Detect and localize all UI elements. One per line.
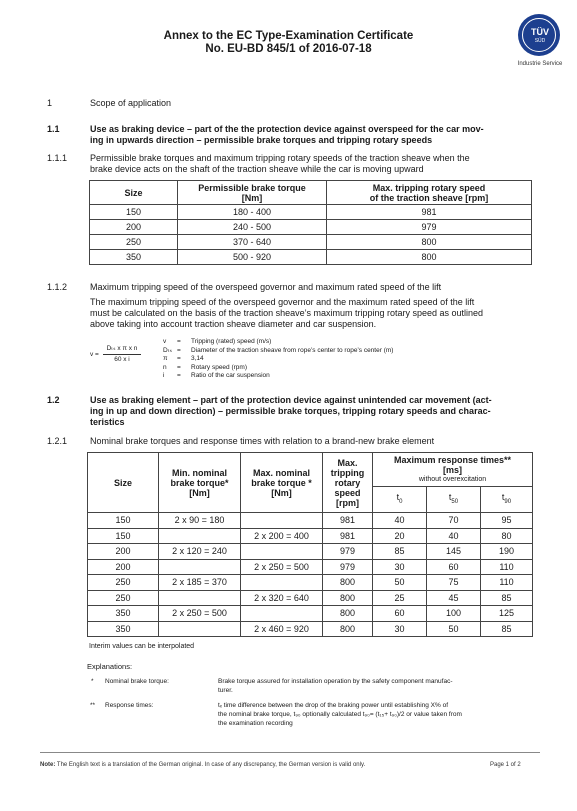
table-row: 350 2 x 460 = 920 800 30 50 85	[88, 621, 533, 637]
explanation-1-line2: turer.	[218, 687, 233, 694]
section-1-2-1-title: Nominal brake torques and response times with relation to a brand-new brake element	[90, 436, 435, 446]
col-header-t0: $t_0$	[373, 487, 427, 513]
table-row: 200 2 x 250 = 500 979 30 60 110	[88, 559, 533, 575]
response-time-table	[87, 452, 533, 637]
section-1-number: 1	[47, 98, 53, 108]
footer-note: Note: The English text is a translation of the German original. In case of any discrepancy, the German version is valid only.	[40, 762, 366, 768]
table-row: 150 2 x 200 = 400 981 20 40 80	[88, 528, 533, 544]
table-row: 200 240 - 500 979	[90, 220, 532, 235]
col-header-size: Size	[90, 181, 178, 205]
section-1-2-line1: Use as braking element – part of the protection device against unintended car movement (act-	[90, 395, 492, 405]
section-1-1-2-para-line1: The maximum tripping speed of the overspeed governor and the maximum rated speed of the lift	[90, 297, 475, 307]
section-1-title: Scope of application	[90, 98, 172, 108]
tuv-logo	[505, 14, 575, 74]
explanation-2-line3: the examination recording	[218, 720, 293, 727]
section-1-1-1-line2: brake device acts on the shaft of the traction sheave while the car is moving upward	[90, 164, 424, 174]
logo-caption: Industrie Service	[517, 61, 563, 67]
section-1-2-1-number: 1.2.1	[47, 436, 68, 446]
section-1-1-2-para-line3: above taking into account traction sheave diameter and car suspension.	[90, 319, 377, 329]
explanation-1-line1: Brake torque assured for installation operation by the safety component manufac-	[218, 678, 453, 685]
explanation-2-term: Response times:	[105, 702, 154, 709]
col-header-brake-torque: Permissible brake torque [Nm]	[178, 181, 327, 205]
section-1-1-1-line1: Permissible brake torques and maximum tripping rotary speeds of the traction sheave when the	[90, 153, 470, 163]
section-1-2-line2: ing in up and down direction) – permissible brake torques, tripping rotary speeds and charac-	[90, 406, 491, 416]
section-1-1-1-number: 1.1.1	[47, 153, 68, 163]
section-1-1-2-para-line2: must be calculated on the basis of the traction sheave’s maximum tripping rotary speed as outlined	[90, 308, 484, 318]
brake-torque-table	[89, 180, 532, 265]
definition-row: i = Ratio of the car suspension	[163, 372, 270, 379]
section-1-1-title-line2: ing in upwards direction – permissible brake torques and tripping rotary speeds	[90, 135, 433, 145]
certificate-title-line2: No. EU-BD 845/1 of 2016-07-18	[205, 43, 372, 55]
col-header-max-torque: Max. nominal brake torque * [Nm]	[241, 453, 323, 513]
explanation-1-mark: *	[91, 678, 94, 685]
col-header-t50: $t_{50}$	[427, 487, 481, 513]
section-1-1-title-line1: Use as braking device – part of the the protection device against overspeed for the car mov-	[90, 124, 484, 134]
explanation-2-line2: the nominal brake torque, t₉₀ optionally calculated t₉₀= (t₁₅+ t₉₀)/2 or value taken from	[218, 711, 462, 718]
formula-definitions	[163, 338, 463, 381]
definition-row: π = 3,14	[163, 355, 204, 362]
table-row: 150 2 x 90 = 180 981 40 70 95	[88, 513, 533, 529]
table-row: 200 2 x 120 = 240 979 85 145 190	[88, 544, 533, 560]
section-1-1-2-title: Maximum tripping speed of the overspeed governor and maximum rated speed of the lift	[90, 282, 442, 292]
tuv-seal-icon	[518, 14, 560, 56]
page-number: Page 1 of 2	[490, 762, 521, 768]
footer-divider	[40, 752, 540, 753]
table-footnote: Interim values can be interpolated	[89, 643, 195, 650]
col-header-size: Size	[88, 453, 159, 513]
table-row: 350 2 x 250 = 500 800 60 100 125	[88, 606, 533, 622]
table-row: 250 370 - 640 800	[90, 235, 532, 250]
section-1-1-number: 1.1	[47, 124, 60, 134]
table-row: 150 180 - 400 981	[90, 205, 532, 220]
col-header-min-torque: Min. nominal brake torque* [Nm]	[159, 453, 241, 513]
col-header-response-times: Maximum response times** [ms] without overexcitation	[373, 453, 533, 487]
formula-denominator: 60 x i	[114, 356, 130, 363]
explanations-heading: Explanations:	[87, 662, 133, 671]
section-1-2-line3: teristics	[90, 417, 125, 427]
certificate-title-line1: Annex to the EC Type-Examination Certificate	[163, 30, 414, 42]
formula-numerator: Dₜₛ x π x n	[106, 345, 138, 352]
definition-row: v = Tripping (rated) speed (m/s)	[163, 338, 272, 345]
col-header-t90: $t_{90}$	[481, 487, 533, 513]
section-1-2-number: 1.2	[47, 395, 60, 405]
col-header-tripping-speed: Max. tripping rotary speed of the traction sheave [rpm]	[327, 181, 532, 205]
section-1-1-2-number: 1.1.2	[47, 282, 68, 292]
explanation-2-line1: tₓ time difference between the drop of the braking power until establishing X% of	[218, 702, 449, 709]
formula-lhs: v =	[90, 351, 99, 358]
table-row: 250 2 x 185 = 370 800 50 75 110	[88, 575, 533, 591]
explanation-1-term: Nominal brake torque:	[105, 678, 169, 685]
logo-text: TÜV	[531, 27, 549, 37]
formula-fraction-bar	[103, 354, 141, 355]
col-header-max-speed: Max. tripping rotary speed [rpm]	[323, 453, 373, 513]
table-row: 350 500 - 920 800	[90, 250, 532, 265]
table-row: 250 2 x 320 = 640 800 25 45 85	[88, 590, 533, 606]
definition-row: n = Rotary speed (rpm)	[163, 363, 247, 371]
logo-subtext: SÜD	[534, 38, 546, 44]
definition-row: Dₜₛ = Diameter of the traction sheave from rope’s center to rope’s center (m)	[163, 346, 394, 354]
explanation-2-mark: **	[90, 702, 96, 709]
